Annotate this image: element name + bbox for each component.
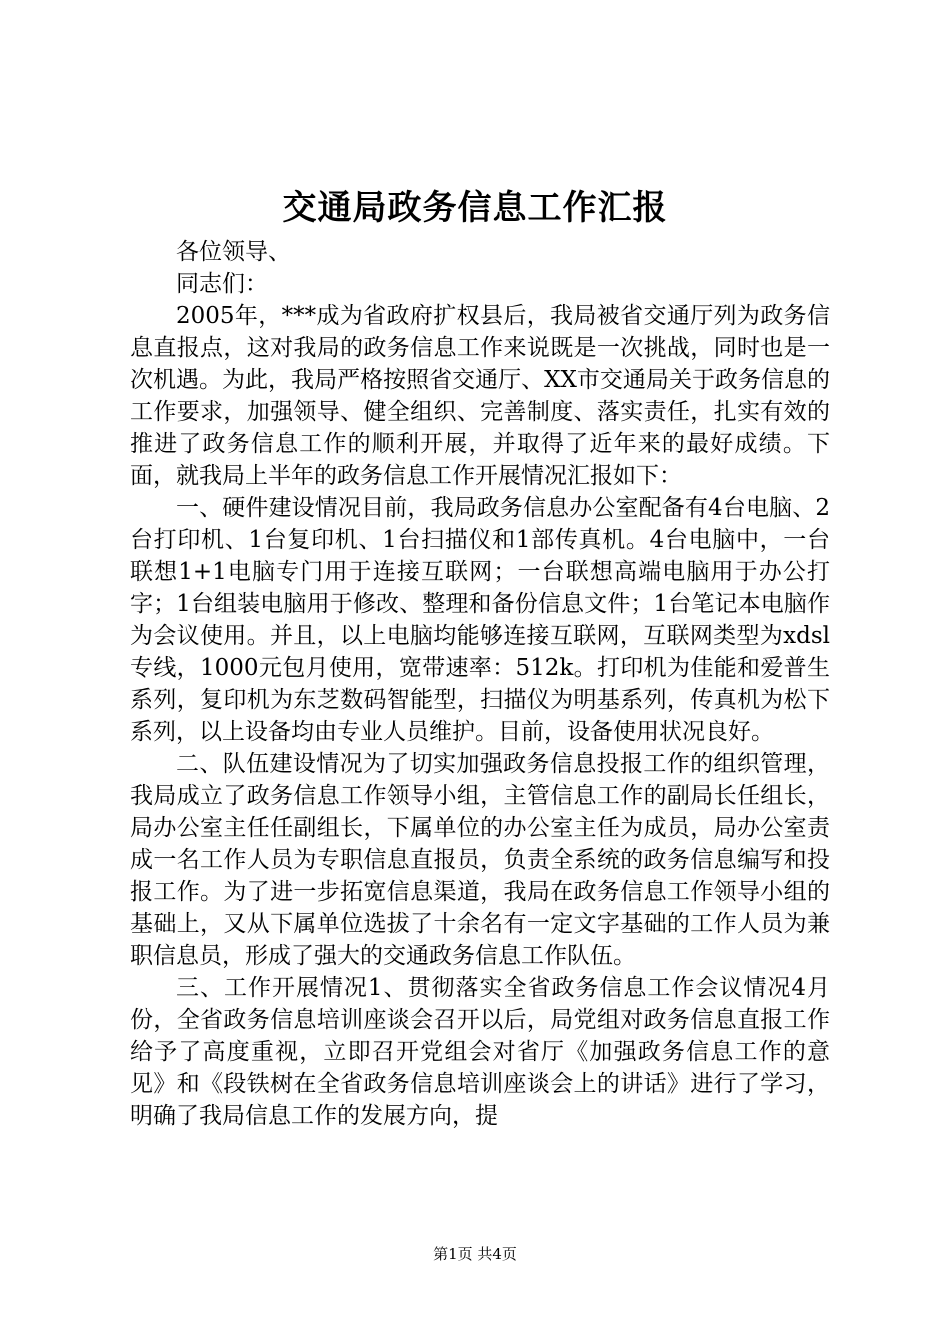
salutation-line: 各位领导、 bbox=[176, 239, 291, 265]
body-paragraph: 2005年，***成为省政府扩权县后，我局被省交通厅列为政务信息直报点，这对我局的政务信息工作来说既是一次挑战，同时也是一次机遇。为此，我局严格按照省交通厅、XX市交通局关于政务信息的工作要求，加强领导、健全组织、完善制度、落实责任，扎实有效的推进了政务信息工作的顺利开展，并取得了近年来的最好成绩。下面，就我局上半年的政务信息工作开展情况汇报如下： bbox=[130, 303, 830, 489]
salutation-line: 同志们： bbox=[176, 271, 268, 297]
body-paragraph: 三、工作开展情况1、贯彻落实全省政务信息工作会议情况4月份，全省政务信息培训座谈会召开以后，局党组对政务信息直报工作给予了高度重视，立即召开党组会对省厅《加强政务信息工作的意见》和《段铁树在全省政务信息培训座谈会上的讲话》进行了学习，明确了我局信息工作的发展方向，提 bbox=[130, 975, 830, 1129]
page-number-footer: 第1页 共4页 bbox=[433, 1245, 517, 1263]
document-title: 交通局政务信息工作汇报 bbox=[282, 188, 668, 228]
body-paragraph: 二、队伍建设情况为了切实加强政务信息投报工作的组织管理，我局成立了政务信息工作领导小组，主管信息工作的副局长任组长，局办公室主任任副组长，下属单位的办公室主任为成员，局办公室责成一名工作人员为专职信息直报员，负责全系统的政务信息编写和投报工作。为了进一步拓宽信息渠道，我局在政务信息工作领导小组的基础上，又从下属单位选拔了十余名有一定文字基础的工作人员为兼职信息员，形成了强大的交通政务信息工作队伍。 bbox=[130, 751, 830, 969]
body-paragraph: 一、硬件建设情况目前，我局政务信息办公室配备有4台电脑、2台打印机、1台复印机、1台扫描仪和1部传真机。4台电脑中，一台联想1+1电脑专门用于连接互联网；一台联想高端电脑用于办公打字；1台组装电脑用于修改、整理和备份信息文件；1台笔记本电脑作为会议使用。并且，以上电脑均能够连接互联网，互联网类型为xdsl专线，1000元包月使用，宽带速率：512k。打印机为佳能和爱普生系列，复印机为东芝数码智能型，扫描仪为明基系列，传真机为松下系列，以上设备均由专业人员维护。目前，设备使用状况良好。 bbox=[130, 495, 830, 745]
document-body bbox=[130, 236, 830, 1132]
